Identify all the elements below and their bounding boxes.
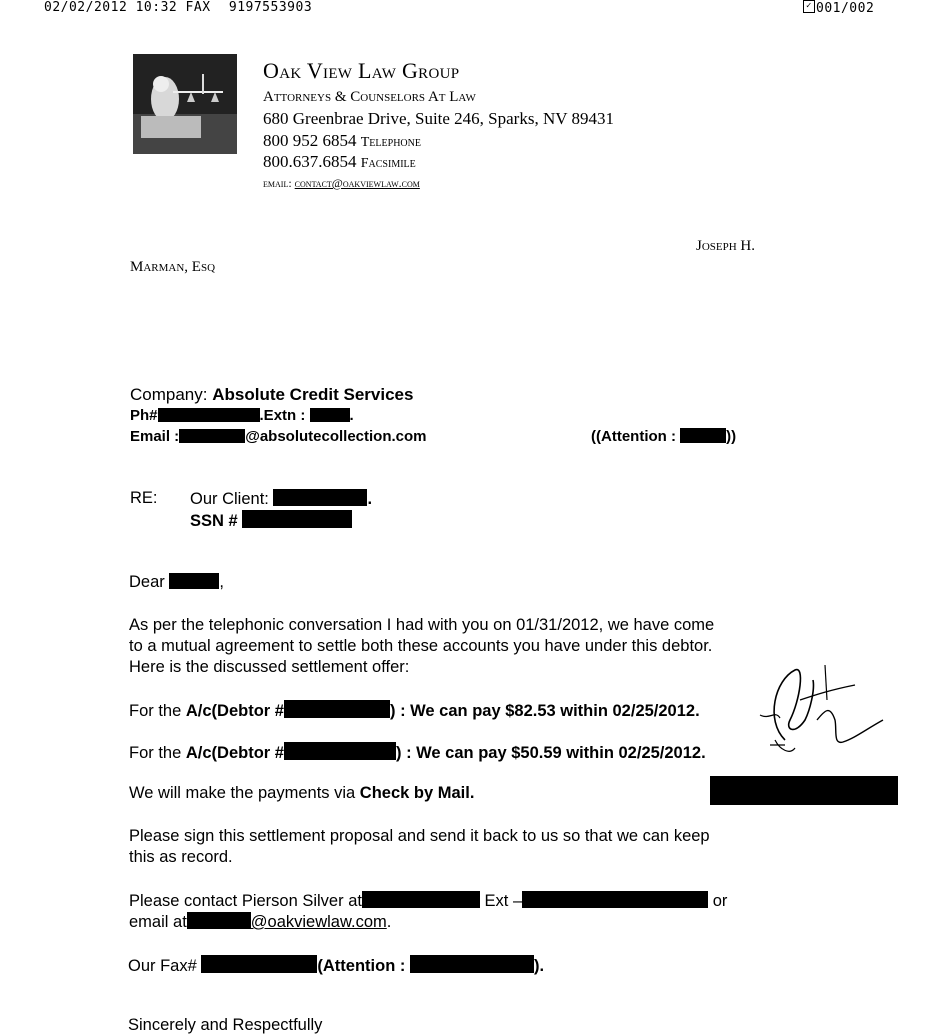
offer-terms-2: ) : We can pay $50.59 within 02/25/2012. bbox=[395, 744, 706, 762]
re-client-line: Our Client: . bbox=[190, 490, 373, 508]
closing-line: Sincerely and Respectfully bbox=[128, 1016, 323, 1034]
firm-fax bbox=[263, 152, 416, 172]
firm-name: Oak View Law Group bbox=[263, 58, 460, 83]
contact-or: or bbox=[712, 892, 728, 910]
redacted-block bbox=[273, 489, 367, 506]
contact-email-link[interactable]: @oakviewlaw.com bbox=[250, 913, 387, 931]
redacted-block bbox=[284, 700, 390, 718]
attorney-first-name: Joseph H. bbox=[696, 238, 756, 254]
fax-page-number: 001/002 bbox=[816, 1, 875, 16]
redacted-block bbox=[201, 955, 317, 973]
company-name: Absolute Credit Services bbox=[212, 385, 414, 404]
redacted-block bbox=[680, 428, 726, 443]
fax-header bbox=[44, 0, 312, 15]
contact-email-line: email at @oakviewlaw.com. bbox=[129, 913, 392, 931]
redacted-block bbox=[522, 891, 708, 908]
redacted-block bbox=[310, 408, 350, 422]
offer-line-1 bbox=[129, 700, 700, 721]
attention-label: ((Attention : bbox=[591, 428, 676, 445]
lady-justice-icon bbox=[133, 54, 237, 154]
payment-line bbox=[129, 784, 474, 803]
redacted-block bbox=[179, 429, 245, 443]
ssn-label: SSN # bbox=[190, 512, 238, 530]
sign-line1: Please sign this settlement proposal and send it back to us so that we can keep bbox=[129, 827, 710, 845]
fax-page bbox=[803, 0, 874, 16]
offer-account: A/c(Debtor # bbox=[185, 702, 284, 720]
redacted-block bbox=[284, 742, 396, 760]
redacted-block bbox=[710, 776, 898, 805]
our-fax-label: Our Fax# bbox=[128, 957, 197, 975]
contact-ext: Ext – bbox=[484, 892, 523, 910]
para1-line2: to a mutual agreement to settle both these accounts you have under this debtor. bbox=[129, 637, 713, 655]
redacted-block bbox=[187, 912, 251, 929]
attention-line bbox=[591, 428, 736, 445]
recipient-email-domain: @absolutecollection.com bbox=[245, 428, 427, 445]
offer-terms-1: ) : We can pay $82.53 within 02/25/2012. bbox=[389, 702, 700, 720]
offer-prefix: For the bbox=[129, 744, 182, 762]
redacted-block bbox=[362, 891, 480, 908]
email-label: email: bbox=[263, 176, 292, 190]
sign-line2: this as record. bbox=[129, 848, 233, 866]
company-line bbox=[130, 385, 413, 405]
phone-label: Ph# bbox=[130, 407, 158, 424]
offer-prefix: For the bbox=[129, 702, 182, 720]
redacted-block bbox=[410, 955, 534, 973]
email-prefix: email at bbox=[129, 913, 187, 931]
para1-line1: As per the telephonic conversation I had with you on 01/31/2012, we have come bbox=[129, 616, 715, 634]
redacted-block bbox=[242, 510, 352, 528]
client-label: Our Client: bbox=[190, 490, 269, 508]
payment-text: We will make the payments via bbox=[129, 784, 356, 802]
fax-attention: (Attention : bbox=[317, 957, 406, 975]
email-link[interactable]: contact@oakviewlaw.com bbox=[294, 176, 420, 190]
fax-close: ). bbox=[533, 957, 545, 975]
firm-tagline: Attorneys & Counselors At Law bbox=[263, 89, 476, 105]
salutation-text: Dear bbox=[129, 573, 165, 591]
redacted-block bbox=[158, 408, 260, 422]
re-label: RE: bbox=[130, 489, 158, 507]
fax-label: Facsimile bbox=[360, 156, 416, 171]
firm-telephone bbox=[263, 131, 421, 151]
telephone-label: Telephone bbox=[360, 135, 421, 150]
fax-timestamp: 02/02/2012 10:32 FAX bbox=[44, 0, 211, 15]
attention-close: )) bbox=[726, 428, 737, 445]
para1-line3: Here is the discussed settlement offer: bbox=[129, 658, 410, 676]
firm-email bbox=[263, 176, 420, 191]
re-ssn-line bbox=[190, 510, 352, 531]
redacted-block bbox=[169, 573, 219, 589]
firm-address: 680 Greenbrae Drive, Suite 246, Sparks, NV 89431 bbox=[263, 109, 614, 128]
phone-line: Ph# .Extn : . bbox=[130, 407, 354, 424]
handwritten-initials-icon bbox=[755, 660, 890, 770]
payment-method: Check by Mail. bbox=[359, 784, 475, 802]
extn-label: .Extn : bbox=[259, 407, 306, 424]
telephone-number: 800 952 6854 bbox=[263, 131, 357, 150]
email-line bbox=[130, 428, 427, 445]
company-label: Company: bbox=[130, 385, 208, 404]
fax-page-icon: ✓ bbox=[803, 0, 815, 13]
firm-logo bbox=[133, 54, 237, 154]
fax-number: 9197553903 bbox=[228, 0, 313, 15]
offer-account: A/c(Debtor # bbox=[185, 744, 284, 762]
offer-line-2 bbox=[129, 742, 706, 763]
contact-prefix: Please contact Pierson Silver at bbox=[129, 892, 362, 910]
contact-line bbox=[129, 891, 727, 911]
recipient-email-label: Email : bbox=[130, 428, 180, 445]
fax-number-letterhead: 800.637.6854 bbox=[263, 152, 357, 171]
salutation: Dear , bbox=[129, 573, 224, 591]
attorney-last-name: Marman, Esq bbox=[130, 259, 216, 275]
our-fax-line bbox=[128, 955, 544, 976]
